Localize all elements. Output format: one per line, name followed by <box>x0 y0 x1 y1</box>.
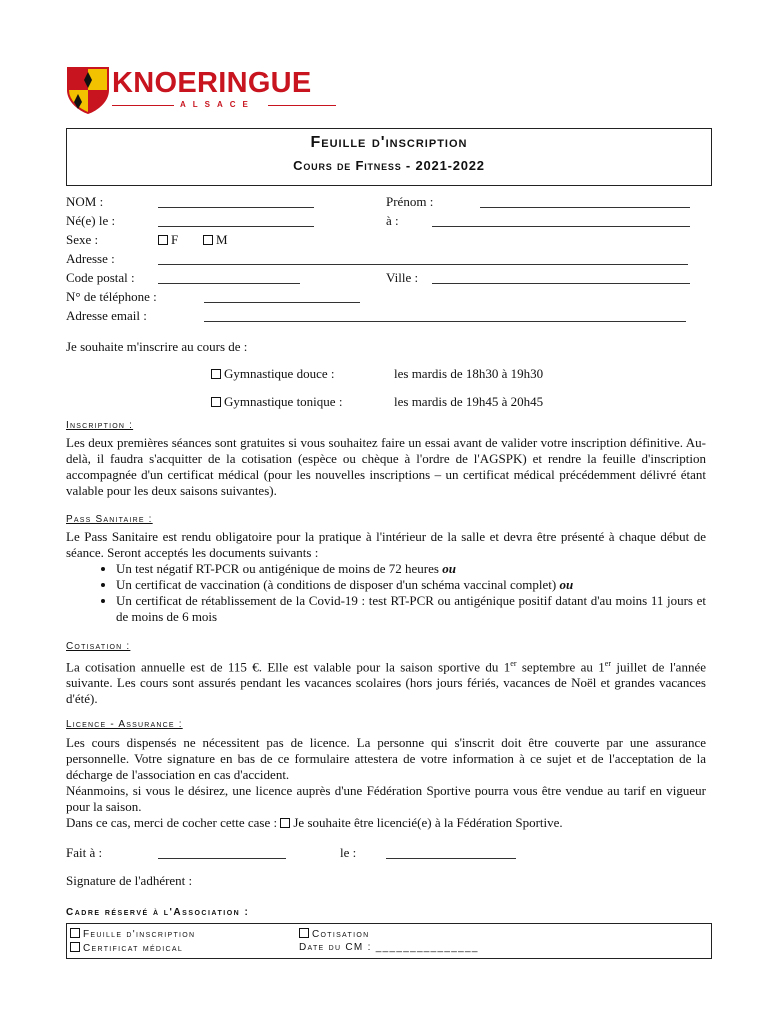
page-title: Feuille d'inscription <box>310 134 468 151</box>
prenom-label: Prénom : <box>386 194 434 209</box>
cotisation-text-c: juillet de l'année suivante. Les cours sont assurés pendant les vacances scolaires (hors jours fériés, vacances de Noël et grandes vacances d'été). <box>66 659 706 707</box>
licence-heading: Licence - Assurance : <box>66 719 183 730</box>
email-field[interactable] <box>204 320 686 322</box>
assoc-item-label: Cotisation <box>312 929 370 940</box>
licence-paragraph-2: Néanmoins, si vous le désirez, une licence auprès d'une Fédération Sportive pourra vous être vendue au tarif en vigueur pour la saison. <box>66 783 706 814</box>
checkbox-icon[interactable] <box>211 369 221 379</box>
checkbox-icon[interactable] <box>211 397 221 407</box>
fait-a-label: Fait à : <box>66 845 103 860</box>
checkbox-icon[interactable] <box>158 235 168 245</box>
list-item <box>116 593 706 625</box>
licence-section <box>66 735 706 831</box>
sexe-m-option[interactable] <box>203 232 228 248</box>
assoc-item-cotisation[interactable] <box>299 928 369 941</box>
assoc-item-date-cm[interactable]: Date du CM : _______________ <box>299 942 479 953</box>
phone-label: N° de téléphone : <box>66 289 157 304</box>
date-label: le : <box>340 845 357 860</box>
shield-icon <box>66 66 110 114</box>
sexe-f-option[interactable] <box>158 232 178 248</box>
checkbox-icon[interactable] <box>70 942 80 952</box>
checkbox-icon[interactable] <box>203 235 213 245</box>
pass-heading: Pass Sanitaire : <box>66 514 153 525</box>
fait-a-field[interactable] <box>158 857 286 859</box>
adresse-field[interactable] <box>158 263 688 265</box>
course-option-tonique[interactable] <box>211 394 342 410</box>
nom-field[interactable] <box>158 206 314 208</box>
list-item <box>116 577 706 593</box>
list-item <box>116 561 706 577</box>
pass-paragraph: Le Pass Sanitaire est rendu obligatoire pour la pratique à l'intérieur de la salle et devra être présenté à chaque début de séance. Seront acceptés les documents suivants : <box>66 529 706 560</box>
adresse-label: Adresse : <box>66 251 115 266</box>
sexe-m-label: M <box>216 232 228 247</box>
inscription-text <box>66 435 706 499</box>
list-item-text: Un certificat de rétablissement de la Covid-19 : test RT-PCR ou antigénique positif datant d'au moins 11 jours et de moins de 6 mois <box>116 593 706 624</box>
licence-text-b: Je souhaite être licencié(e) à la Fédération Sportive. <box>293 815 563 830</box>
course-intro: Je souhaite m'inscrire au cours de : <box>66 339 248 354</box>
birthplace-label: à : <box>386 213 399 228</box>
course-option-douce[interactable] <box>211 366 334 382</box>
list-item-suffix: ou <box>442 561 456 576</box>
course-schedule: les mardis de 18h30 à 19h30 <box>394 366 544 381</box>
list-item-text: Un certificat de vaccination (à conditions de disposer d'un schéma vaccinal complet) <box>116 577 557 592</box>
cotisation-text-a: La cotisation annuelle est de 115 €. Elle est valable pour la saison sportive du 1 <box>66 659 511 675</box>
email-label: Adresse email : <box>66 308 147 323</box>
phone-field[interactable] <box>204 301 360 303</box>
postal-code-label: Code postal : <box>66 270 135 285</box>
sexe-label: Sexe : <box>66 232 99 247</box>
inscription-paragraph: Les deux premières séances sont gratuites si vous souhaitez faire un essai avant de valider votre inscription définitive. Au-delà, il faudra s'acquitter de la cotisation (espèce ou chèque à l'ordre de l'AGSPK) et rendre la feuille d'inscription accompagnée d'un certificat médical (pour les nouvelles inscriptions – un certificat médical précédemment délivré étant valable pour les deux saisons suivantes). <box>66 435 706 498</box>
birthplace-field[interactable] <box>432 225 690 227</box>
list-item-text: Un test négatif RT-PCR ou antigénique de moins de 72 heures <box>116 561 439 576</box>
assoc-item-feuille[interactable] <box>70 928 195 941</box>
cotisation-text-b: septembre au 1 <box>516 659 605 675</box>
title-box <box>66 128 712 186</box>
assoc-item-label: Feuille d'inscription <box>83 929 196 940</box>
licence-text-a: Dans ce cas, merci de cocher cette case : <box>66 815 278 830</box>
course-name: Gymnastique tonique : <box>224 394 343 409</box>
birthdate-label: Né(e) le : <box>66 213 116 228</box>
region-label: ALSACE <box>180 100 255 109</box>
nom-label: NOM : <box>66 194 104 209</box>
inscription-heading: Inscription : <box>66 420 134 431</box>
assoc-item-label: Certificat médical <box>83 943 184 954</box>
pass-section <box>66 529 706 625</box>
list-item-suffix: ou <box>559 577 574 592</box>
course-schedule: les mardis de 19h45 à 20h45 <box>394 394 544 409</box>
brand-name: KNOERINGUE <box>112 67 312 99</box>
checkbox-icon[interactable] <box>299 928 309 938</box>
cotisation-text <box>66 656 706 707</box>
ville-field[interactable] <box>432 282 690 284</box>
licence-paragraph-1: Les cours dispensés ne nécessitent pas de licence. La personne qui s'inscrit doit être couverte par une assurance personnelle. Votre signature en bas de ce formulaire attestera de votre information à ce sujet et de l'acceptation de la décharge de l'association en cas d'accident. <box>66 735 706 782</box>
prenom-field[interactable] <box>480 206 690 208</box>
superscript: er <box>510 659 517 668</box>
sexe-f-label: F <box>171 232 179 247</box>
page-subtitle: Cours de Fitness - 2021-2022 <box>293 158 485 173</box>
signature-label: Signature de l'adhérent : <box>66 873 193 888</box>
association-box <box>66 923 712 959</box>
assoc-item-certificat[interactable] <box>70 942 183 955</box>
date-field[interactable] <box>386 857 516 859</box>
association-heading: Cadre réservé à l'Association : <box>66 907 250 918</box>
postal-code-field[interactable] <box>158 282 300 284</box>
superscript: er <box>604 659 612 668</box>
cotisation-heading: Cotisation : <box>66 641 131 652</box>
course-name: Gymnastique douce : <box>224 366 335 381</box>
brand-region <box>112 98 336 112</box>
birthdate-field[interactable] <box>158 225 314 227</box>
licence-checkbox[interactable] <box>280 818 290 828</box>
licence-paragraph-3 <box>66 815 706 831</box>
checkbox-icon[interactable] <box>70 928 80 938</box>
ville-label: Ville : <box>386 270 419 285</box>
